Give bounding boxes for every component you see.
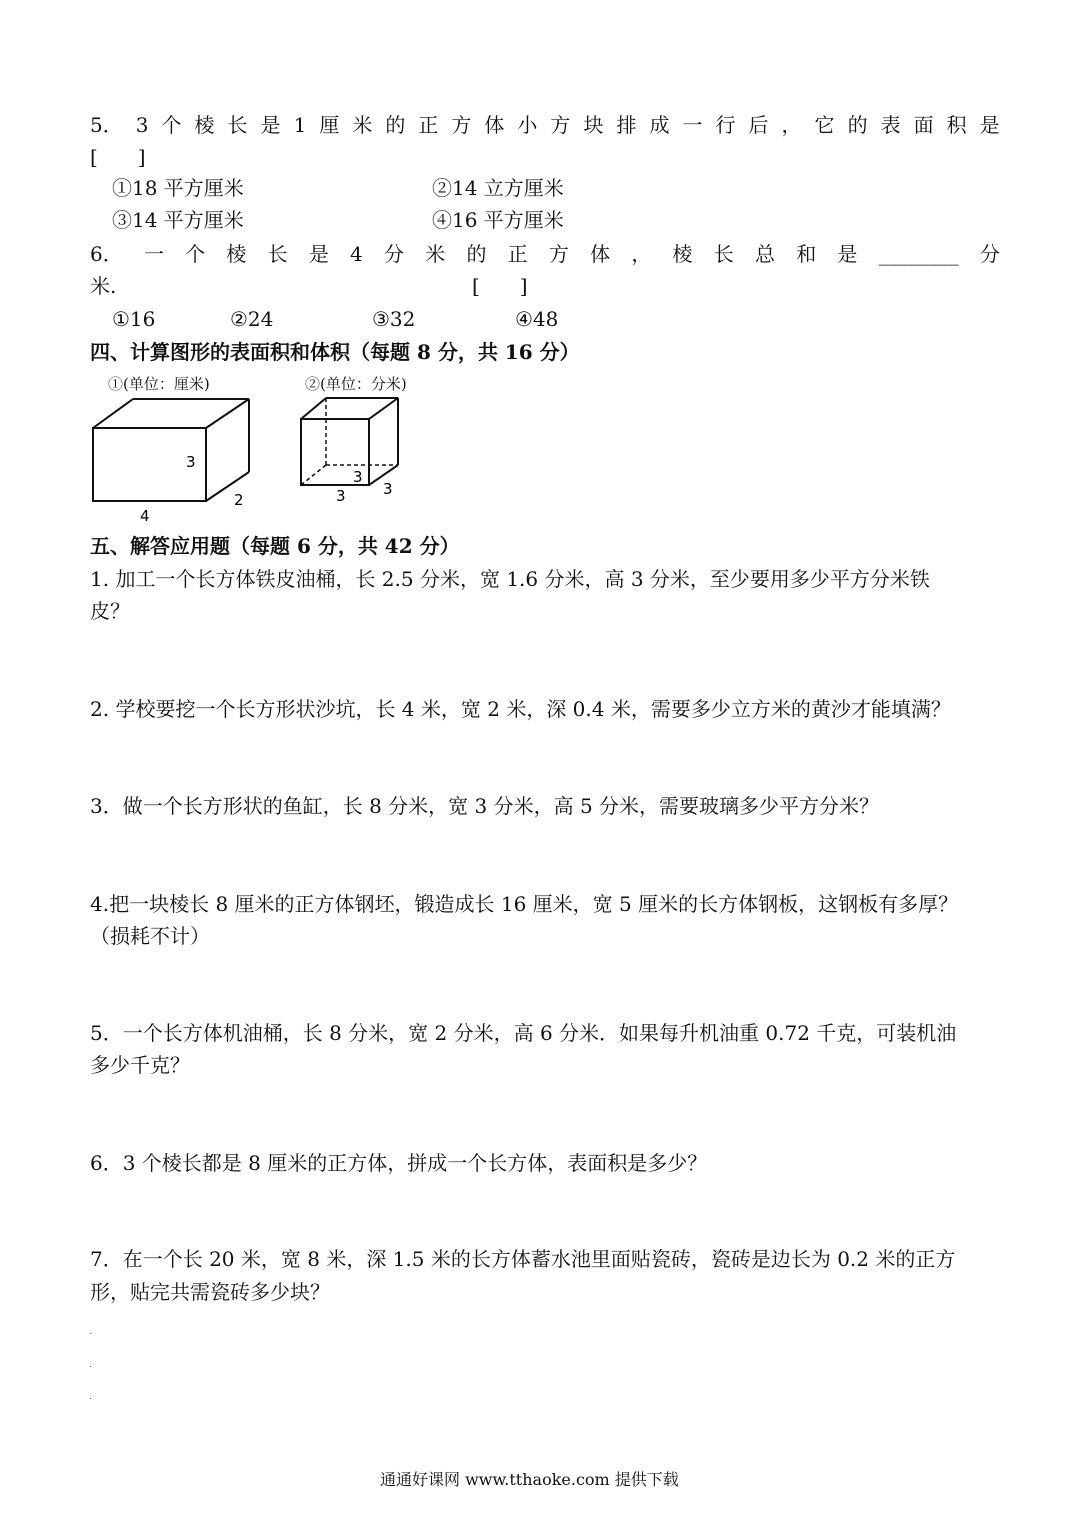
problem-7-line-2: 形，贴完共需瓷砖多少块？ — [90, 1280, 330, 1304]
problem-4-line-2: （损耗不计） — [90, 924, 210, 948]
q5-stem-token: 个 — [161, 113, 182, 137]
q6-stem-token: 棱 — [226, 242, 247, 266]
q6-stem-token: 总 — [754, 242, 775, 266]
q5-stem-token: 正 — [418, 113, 439, 137]
q6-option-4: ④48 — [515, 307, 559, 331]
q6-stem-token: 正 — [507, 242, 528, 266]
q5-stem-token: 一 — [682, 113, 703, 137]
q5-stem-token: 体 — [484, 113, 505, 137]
problem-4-line-1: 4.把一块棱长 8 厘米的正方体钢坯，锻造成长 16 厘米，宽 5 厘米的长方体钢板，这钢板有多厚？ — [90, 892, 959, 916]
q5-stem-token: 3 — [135, 113, 149, 137]
q5-stem-token: 面 — [913, 113, 934, 137]
problem-3: 3．做一个长方形状的鱼缸，长 8 分米，宽 3 分米，高 5 分米，需要玻璃多少平方分米？ — [90, 794, 880, 818]
q6-stem-token: 和 — [796, 242, 817, 266]
cube-length-label: 3 — [336, 487, 346, 505]
q5-stem-token: 积 — [946, 113, 967, 137]
q6-stem-token: 米 — [425, 242, 446, 266]
q6-stem-token: ， — [631, 242, 652, 266]
section4-heading: 四、计算图形的表面积和体积（每题 8 分，共 16 分） — [90, 340, 580, 364]
q6-stem-token: 6． — [90, 242, 123, 266]
cube-height-label: 3 — [353, 468, 363, 486]
q5-stem-token: 表 — [880, 113, 901, 137]
q6-stem-token: 长 — [713, 242, 734, 266]
q5-stem-token: ， — [781, 113, 802, 137]
q5-stem-token: 小 — [517, 113, 538, 137]
problem-1-line-2: 皮？ — [90, 599, 130, 623]
cube-figure — [295, 390, 410, 505]
q6-stem-token: 一 — [143, 242, 164, 266]
q5-stem-token: 长 — [227, 113, 248, 137]
q5-stem-token: 5． — [90, 113, 123, 137]
q5-option-2: ②14 立方厘米 — [432, 176, 564, 200]
q5-stem-token: 厘 — [319, 113, 340, 137]
problem-5-line-1: 5．一个长方体机油桶，长 8 分米，宽 2 分米，高 6 分米．如果每升机油重 0.72 千克，可装机油 — [90, 1021, 957, 1045]
q5-stem-token: 后 — [748, 113, 769, 137]
cuboid-width-label: 2 — [234, 491, 244, 509]
section5-heading: 五、解答应用题（每题 6 分，共 42 分） — [90, 534, 460, 558]
q6-stem-token: ________ — [878, 242, 959, 266]
q5-stem-token: 是 — [260, 113, 281, 137]
stray-mark — [90, 1333, 91, 1334]
q6-line2: 米. — [90, 274, 117, 298]
cube-depth-label: 3 — [383, 480, 393, 498]
page-footer: 通通好课网 www.tthaoke.com 提供下载 — [380, 1470, 679, 1489]
q6-stem-token: 体 — [590, 242, 611, 266]
q5-stem-token: 它 — [814, 113, 835, 137]
q6-stem-token: 分 — [384, 242, 404, 266]
q6-option-1: ①16 — [112, 307, 156, 331]
q5-stem-token: 排 — [616, 113, 637, 137]
problem-5-line-2: 多少千克？ — [90, 1053, 190, 1077]
q6-stem — [90, 242, 1000, 266]
problem-7-line-1: 7．在一个长 20 米，宽 8 米，深 1.5 米的长方体蓄水池里面贴瓷砖，瓷砖是边长为 0.2 米的正方 — [90, 1247, 956, 1271]
q5-stem-token: 1 — [293, 113, 307, 137]
q5-stem-token: 方 — [451, 113, 472, 137]
q5-stem-token: 是 — [979, 113, 1000, 137]
stray-mark — [90, 1366, 91, 1367]
q5-stem-token: 行 — [715, 113, 736, 137]
q6-stem-token: 长 — [267, 242, 288, 266]
cuboid-length-label: 4 — [140, 507, 150, 525]
problem-1-line-1: 1. 加工一个长方体铁皮油桶，长 2.5 分米，宽 1.6 分米，高 3 分米，至少要用多少平方分米铁 — [90, 567, 930, 591]
q6-option-3: ③32 — [372, 307, 416, 331]
q5-stem-token: 方 — [550, 113, 571, 137]
q6-stem-token: 方 — [548, 242, 569, 266]
q5-stem-token: 米 — [352, 113, 373, 137]
q5-option-3: ③14 平方厘米 — [112, 208, 244, 232]
q6-stem-token: 棱 — [672, 242, 693, 266]
problem-6: 6．3 个棱长都是 8 厘米的正方体，拼成一个长方体，表面积是多少？ — [90, 1151, 708, 1175]
fig2-caption: ②(单位：分米) — [305, 375, 407, 393]
fig1-caption: ①(单位：厘米) — [108, 375, 210, 393]
q5-bracket: [ ] — [90, 145, 146, 169]
q5-stem — [90, 113, 1000, 137]
q5-stem-token: 的 — [847, 113, 868, 137]
q5-stem-token: 块 — [583, 113, 604, 137]
q5-stem-token: 的 — [385, 113, 406, 137]
q5-stem-token: 成 — [649, 113, 670, 137]
q6-stem-token: 是 — [308, 242, 329, 266]
q5-option-1: ①18 平方厘米 — [112, 176, 244, 200]
q6-bracket: [ ] — [472, 274, 528, 298]
q6-stem-token: 的 — [466, 242, 487, 266]
q6-stem-token: 分 — [979, 242, 1000, 266]
cuboid-figure — [85, 390, 275, 525]
q6-option-2: ②24 — [230, 307, 274, 331]
q6-stem-token: 个 — [185, 242, 206, 266]
q5-option-4: ④16 平方厘米 — [432, 208, 564, 232]
cuboid-height-label: 3 — [186, 453, 196, 471]
q5-stem-token: 棱 — [194, 113, 215, 137]
problem-2: 2. 学校要挖一个长方形状沙坑，长 4 米，宽 2 米，深 0.4 米，需要多少立方米的黄沙才能填满？ — [90, 697, 951, 721]
stray-mark — [90, 1398, 91, 1399]
q6-stem-token: 是 — [837, 242, 858, 266]
q6-stem-token: 4 — [350, 242, 363, 266]
